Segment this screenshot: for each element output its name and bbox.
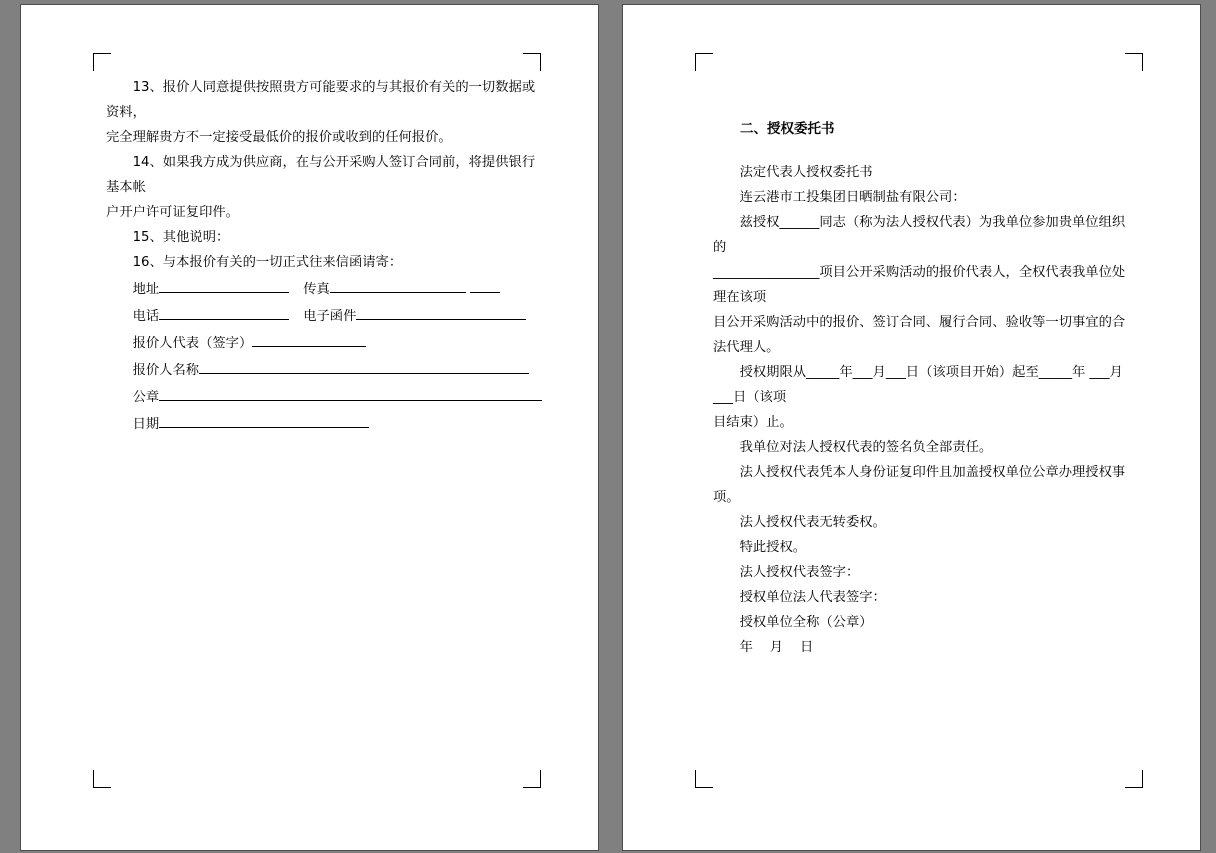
field-blank-address[interactable]	[159, 275, 289, 293]
field-label-rep-signature: 报价人代表（签字）	[132, 336, 253, 351]
paragraph-company-addressee: 连云港市工投集团日晒制盐有限公司：	[739, 190, 966, 205]
field-label-email: 电子函件	[303, 309, 357, 324]
crop-mark-top-left-icon	[695, 53, 713, 71]
field-row-rep-signature	[106, 329, 536, 356]
paragraph-14: 14、如果我方成为供应商，在与公开采购人签订合同前，将提供银行基本帐	[106, 155, 536, 195]
field-label-date: 日期	[132, 417, 160, 432]
signature-unit-legal-rep: 授权单位法人代表签字：	[739, 590, 886, 605]
paragraph-no-transfer: 法人授权代表无转委权。	[739, 515, 886, 530]
field-label-bidder-name: 报价人名称	[132, 363, 200, 378]
paragraph-responsibility: 我单位对法人授权代表的签名负全部责任。	[739, 440, 993, 455]
section-heading: 二、授权委托书	[740, 121, 835, 137]
crop-mark-bottom-right-icon	[523, 770, 541, 788]
paragraph-title-authorization: 法定代表人授权委托书	[739, 165, 873, 180]
document-page-left	[21, 5, 598, 850]
paragraph-15: 15、其他说明：	[132, 230, 230, 245]
field-blank-date[interactable]	[159, 410, 369, 428]
paragraph-16: 16、与本报价有关的一切正式往来信函请寄：	[132, 255, 403, 270]
paragraph-13-cont: 完全理解贵方不一定接受最低价的报价或收到的任何报价。	[106, 130, 452, 145]
signature-unit-full-name: 授权单位全称（公章）	[739, 615, 873, 630]
field-blank-bidder-name[interactable]	[199, 356, 529, 374]
crop-mark-top-right-icon	[523, 53, 541, 71]
field-blank-email[interactable]	[356, 302, 526, 320]
paragraph-authorize-3: 目公开采购活动中的报价、签订合同、履行合同、验收等一切事宜的合法代理人。	[713, 315, 1126, 355]
field-row-bidder-name	[106, 356, 536, 383]
field-label-phone: 电话	[132, 309, 160, 324]
field-blank-fax-extra[interactable]	[470, 275, 500, 293]
crop-mark-bottom-left-icon	[695, 770, 713, 788]
paragraph-14-cont: 户开户许可证复印件。	[106, 205, 239, 220]
field-row-official-seal	[106, 383, 536, 410]
document-page-right	[623, 5, 1200, 850]
paragraph-hereby-authorize: 特此授权。	[739, 540, 807, 555]
paragraph-period-1: 授权期限从_____年___月___日（该项目开始）起至_____年 ___月___日（该项	[713, 365, 1123, 405]
paragraph-authorize-1: 兹授权______同志（称为法人授权代表）为我单位参加贵单位组织的	[713, 215, 1126, 255]
crop-mark-top-right-icon	[1125, 53, 1143, 71]
field-blank-fax[interactable]	[330, 275, 466, 293]
paragraph-13: 13、报价人同意提供按照贵方可能要求的与其报价有关的一切数据或资料，	[106, 80, 536, 120]
field-row-phone	[106, 302, 536, 329]
paragraph-id-copy: 法人授权代表凭本人身份证复印件且加盖授权单位公章办理授权事项。	[713, 465, 1126, 505]
page-right-content	[713, 117, 1138, 660]
crop-mark-bottom-right-icon	[1125, 770, 1143, 788]
field-row-date	[106, 410, 536, 437]
page-left-content	[106, 75, 536, 437]
signature-date: 年 月 日	[739, 640, 814, 655]
signature-legal-rep: 法人授权代表签字：	[739, 565, 860, 580]
field-blank-phone[interactable]	[159, 302, 289, 320]
field-label-address: 地址	[132, 282, 160, 297]
paragraph-authorize-2: ________________项目公开采购活动的报价代表人，全权代表我单位处理在该项	[713, 265, 1126, 305]
field-label-fax: 传真	[303, 282, 330, 297]
paragraph-period-2: 目结束）止。	[713, 415, 793, 430]
field-row-address	[106, 275, 536, 302]
crop-mark-top-left-icon	[93, 53, 111, 71]
field-blank-official-seal[interactable]	[159, 383, 542, 401]
field-blank-rep-signature[interactable]	[252, 329, 366, 347]
field-label-official-seal: 公章	[132, 390, 160, 405]
crop-mark-bottom-left-icon	[93, 770, 111, 788]
